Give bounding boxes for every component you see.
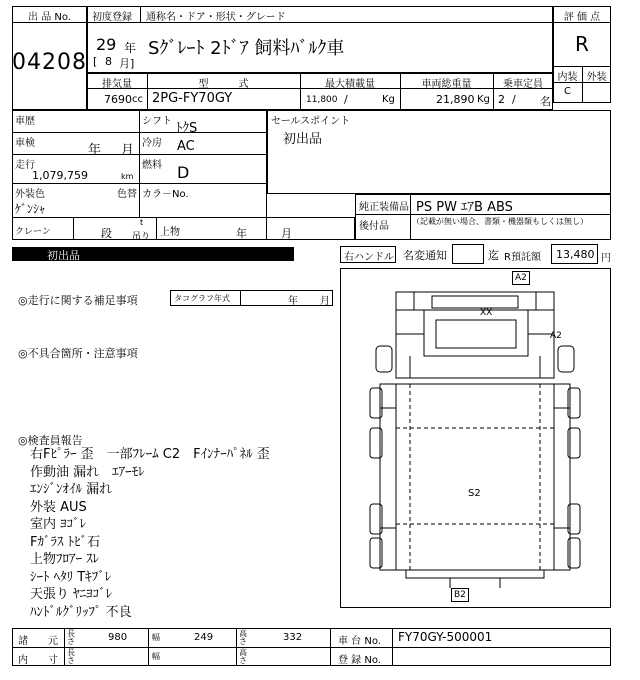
deck-label: 上物 — [160, 227, 180, 238]
load-value: 11,800 — [306, 95, 338, 105]
height-value: 332 — [283, 632, 303, 643]
score-value: R — [575, 32, 589, 56]
banner-label: 初出品 — [47, 249, 80, 262]
displacement-unit: cc — [132, 94, 143, 105]
inspector-line: 室内 ﾖｺﾞﾚ — [30, 517, 87, 532]
mark-body: S2 — [468, 488, 481, 499]
car-name: Sｸﾞﾚｰﾄ 2ﾄﾞｱ 飼料ﾊﾞﾙｸ車 — [148, 38, 345, 59]
displacement-value: 7690 — [104, 93, 132, 106]
inner-length-label: 長さ — [67, 648, 75, 665]
height-label: 高さ — [239, 629, 247, 646]
inspector-line: 上物ﾌﾛｱｰ ｽﾚ — [30, 552, 100, 567]
interior-score: C — [564, 86, 571, 97]
tacho-label: タコグラフ年式 — [174, 294, 230, 303]
tacho-month: 月 — [320, 296, 330, 307]
inspector-line: 天張り ﾔﾆﾖｺﾞﾚ — [30, 587, 113, 602]
mark-cab-side: A2 — [550, 331, 562, 341]
sales-text: 初出品 — [283, 132, 323, 147]
interior-label: 内装 — [557, 72, 578, 83]
equipment-value: PS PW ｴｱB ABS — [416, 200, 513, 215]
crane-hang: 吊り — [132, 232, 151, 242]
ext-color-label: 外装色 — [15, 189, 45, 200]
inner-label: 内 寸 — [18, 655, 58, 666]
width-label: 幅 — [152, 633, 160, 642]
lot-label: 出 品 No. — [28, 12, 71, 23]
reg-no-label: 登 録 No. — [338, 655, 381, 666]
fuel-value: D — [177, 163, 190, 182]
first-reg-label: 初度登録 — [92, 12, 132, 23]
inspector-line: 右Fﾋﾟﾗｰ 歪 一部ﾌﾚｰﾑ C2 Fｲﾝﾅｰﾊﾟﾈﾙ 歪 — [30, 447, 270, 462]
inner-height-label: 高さ — [239, 648, 247, 665]
inspection-month: 月 — [121, 143, 135, 158]
defect-label: ◎不具合箇所・注意事項 — [18, 347, 138, 360]
displacement-label: 排気量 — [102, 79, 132, 90]
inspector-line: ｴﾝｼﾞﾝｵｲﾙ 漏れ — [30, 482, 113, 497]
mileage-unit: km — [121, 172, 134, 181]
driving-label: ◎走行に関する補足事項 — [18, 294, 138, 307]
inspector-line: 外装 AUS — [30, 499, 87, 515]
reg-month-bracket: [ — [93, 55, 98, 68]
fuel-label: 燃料 — [142, 160, 162, 171]
ac-value: AC — [177, 139, 195, 154]
mileage-value: 1,079,759 — [32, 169, 88, 182]
steering-label: 右ハンドル — [344, 252, 394, 263]
gross-label: 車両総重量 — [421, 79, 472, 90]
inner-width-label: 幅 — [152, 652, 160, 661]
gross-unit: Kg — [477, 94, 490, 105]
exterior-label: 外装 — [586, 72, 607, 83]
tacho-year: 年 — [288, 296, 298, 307]
inspector-line: Fｶﾞﾗｽ ﾄﾋﾞ石 — [30, 534, 101, 550]
length-value: 980 — [108, 632, 128, 643]
deck-year: 年 — [236, 227, 247, 240]
crane-step: 段 — [101, 227, 112, 240]
mark-rear: B2 — [451, 588, 469, 602]
width-value: 249 — [194, 632, 214, 643]
mileage-label: 走行 — [15, 160, 35, 171]
odometer-prefix: 迄 — [488, 249, 499, 262]
color-no-label: カラ－No. — [142, 189, 189, 200]
sales-label: セールスポイント — [271, 116, 351, 127]
capacity-value: 2 — [498, 93, 505, 106]
load-label: 最大積載量 — [325, 79, 375, 90]
shift-label: シフト — [142, 116, 172, 127]
type-label: 型 式 — [198, 79, 249, 90]
reg-month-unit: 月] — [119, 57, 135, 70]
mark-cab-glass: XX — [480, 308, 493, 318]
score-label: 評 価 点 — [563, 12, 601, 23]
length-label: 長さ — [67, 629, 75, 646]
inspector-report — [30, 446, 330, 621]
ext-color-value: ｹﾞﾝｼｬ — [15, 202, 46, 216]
inspector-line: 作動油 漏れ ｴｱｰﾓﾚ — [30, 464, 145, 480]
ac-label: 冷房 — [142, 138, 162, 149]
reg-month: 8 — [105, 55, 112, 68]
vehicle-diagram — [340, 268, 611, 608]
dist-unit: 円 — [601, 253, 611, 264]
aftermarket-note: （記載が無い場合、書類・機器類もしくは無し） — [412, 217, 588, 226]
load-sep: / — [344, 93, 348, 106]
lot-number: 04208 — [12, 50, 87, 75]
crane-label: クレーン — [15, 227, 51, 237]
inspector-line: ﾊﾝﾄﾞﾙｸﾞﾘｯﾌﾟ 不良 — [30, 604, 132, 620]
inspection-year: 年 — [88, 143, 102, 158]
dist-value: 13,480 — [556, 248, 595, 261]
model-label: 通称名・ドア・形状・グレード — [146, 12, 286, 23]
gross-value: 21,890 — [436, 93, 475, 106]
model-code: 2PG-FY70GY — [152, 91, 233, 106]
chassis-value: FY70GY-500001 — [398, 630, 493, 644]
reg-year-unit: 年 — [124, 41, 137, 55]
aftermarket-label: 後付品 — [359, 221, 389, 232]
inspector-label: ◎検査員報告 — [18, 434, 83, 447]
chassis-label: 車 台 No. — [338, 636, 381, 647]
mark-front-top: A2 — [512, 271, 530, 285]
shift-value: ﾄｸS — [176, 121, 198, 136]
capacity-sep: / — [512, 93, 516, 106]
color-code-label: 色替 — [117, 189, 137, 200]
inspector-line: ｼｰﾄ ﾍﾀﾘ Tｷﾌﾞﾚ — [30, 569, 112, 585]
inspection-label: 車検 — [15, 138, 35, 149]
dims-label: 諸 元 — [18, 636, 58, 647]
odometer-box — [452, 244, 484, 264]
dist-label: R預託額 — [504, 252, 541, 263]
crane-ton: t — [140, 218, 144, 227]
capacity-unit: 名 — [540, 95, 551, 108]
capacity-label: 乗車定員 — [503, 79, 543, 90]
first-listing-banner — [12, 247, 294, 261]
history-label: 車歴 — [15, 116, 35, 127]
reg-year: 29 — [96, 35, 117, 54]
load-unit: Kg — [382, 94, 395, 105]
deck-month: 月 — [281, 227, 292, 240]
equipment-label: 純正装備品 — [359, 202, 409, 213]
odometer-change-label: 名変通知 — [403, 249, 447, 262]
